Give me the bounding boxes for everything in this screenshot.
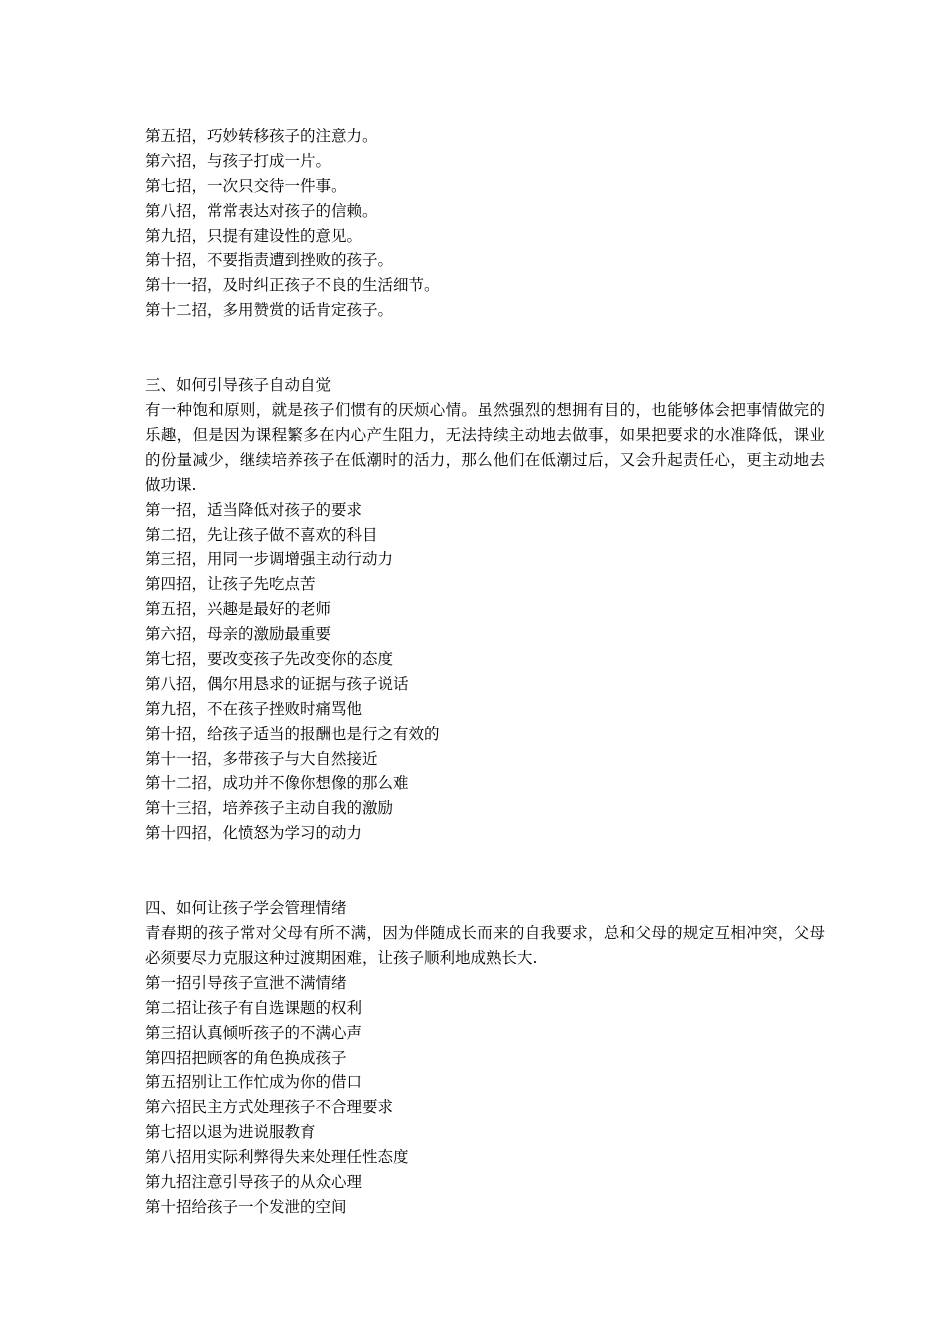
section-spacer (145, 323, 825, 373)
list-item: 第六招民主方式处理孩子不合理要求 (145, 1098, 394, 1117)
list-item: 第十一招，多带孩子与大自然接近 (145, 749, 378, 768)
list-item: 第五招，兴趣是最好的老师 (145, 600, 332, 619)
section-four (145, 896, 825, 1220)
section-three-title: 三、如何引导孩子自动自觉 (145, 376, 332, 395)
list-item: 第十三招，培养孩子主动自我的激励 (145, 799, 394, 818)
list-item: 第二招让孩子有自选课题的权利 (145, 998, 363, 1017)
list-item: 第十二招，成功并不像你想像的那么难 (145, 774, 409, 793)
list-item: 第八招，偶尔用恳求的证据与孩子说话 (145, 674, 409, 693)
list-item: 第三招认真倾听孩子的不满心声 (145, 1023, 363, 1042)
list-item: 第一招，适当降低对孩子的要求 (145, 500, 363, 519)
list-item: 第九招注意引导孩子的从众心理 (145, 1172, 363, 1191)
list-item: 第二招，先让孩子做不喜欢的科目 (145, 525, 378, 544)
list-item: 第十招给孩子一个发泄的空间 (145, 1197, 347, 1216)
list-item: 第十招，不要指责遭到挫败的孩子。 (145, 251, 394, 270)
list-item: 第五招，巧妙转移孩子的注意力。 (145, 127, 378, 145)
list-item: 第十招，给孩子适当的报酬也是行之有效的 (145, 724, 440, 743)
section-spacer (145, 846, 825, 896)
document-page (145, 124, 825, 1220)
list-item: 第七招，一次只交待一件事。 (145, 176, 347, 195)
list-item: 第九招，不在孩子挫败时痛骂他 (145, 699, 363, 718)
list-item: 第八招，常常表达对孩子的信赖。 (145, 201, 378, 220)
list-item: 第九招，只提有建设性的意见。 (145, 226, 363, 245)
list-item: 第六招，与孩子打成一片。 (145, 151, 332, 170)
list-item: 第一招引导孩子宣泄不满情绪 (145, 973, 347, 992)
list-item: 第三招，用同一步调增强主动行动力 (145, 550, 394, 569)
list-item: 第四招把顾客的角色换成孩子 (145, 1048, 347, 1067)
section-four-title: 四、如何让孩子学会管理情绪 (145, 899, 347, 918)
list-item: 第十一招，及时纠正孩子不良的生活细节。 (145, 276, 440, 295)
list-item: 第五招别让工作忙成为你的借口 (145, 1073, 363, 1092)
list-item: 第七招，要改变孩子先改变你的态度 (145, 650, 394, 668)
list-item: 第十四招，化愤怒为学习的动力 (145, 824, 363, 843)
section-two-tail-list (145, 124, 825, 323)
list-item: 第七招以退为进说服教育 (145, 1123, 316, 1142)
list-item: 第十二招，多用赞赏的话肯定孩子。 (145, 301, 394, 320)
section-three (145, 373, 825, 846)
list-item: 第四招，让孩子先吃点苦 (145, 575, 316, 594)
section-three-intro: 有一种饱和原则，就是孩子们惯有的厌烦心情。虽然强烈的想拥有目的，也能够体会把事情做完的乐趣，但是因为课程繁多在内心产生阻力，无法持续主动地去做事，如果把要求的水准降低，课业的份量减少，继续培养孩子在低潮时的活力，那么他们在低潮过后，又会升起责任心，更主动地去做功课. (145, 401, 825, 494)
list-item: 第六招，母亲的激励最重要 (145, 625, 332, 644)
list-item: 第八招用实际利弊得失来处理任性态度 (145, 1148, 409, 1167)
section-four-intro: 青春期的孩子常对父母有所不满，因为伴随成长而来的自我要求，总和父母的规定互相冲突，父母必须要尽力克服这种过渡期困难，让孩子顺利地成熟长大. (145, 924, 825, 967)
